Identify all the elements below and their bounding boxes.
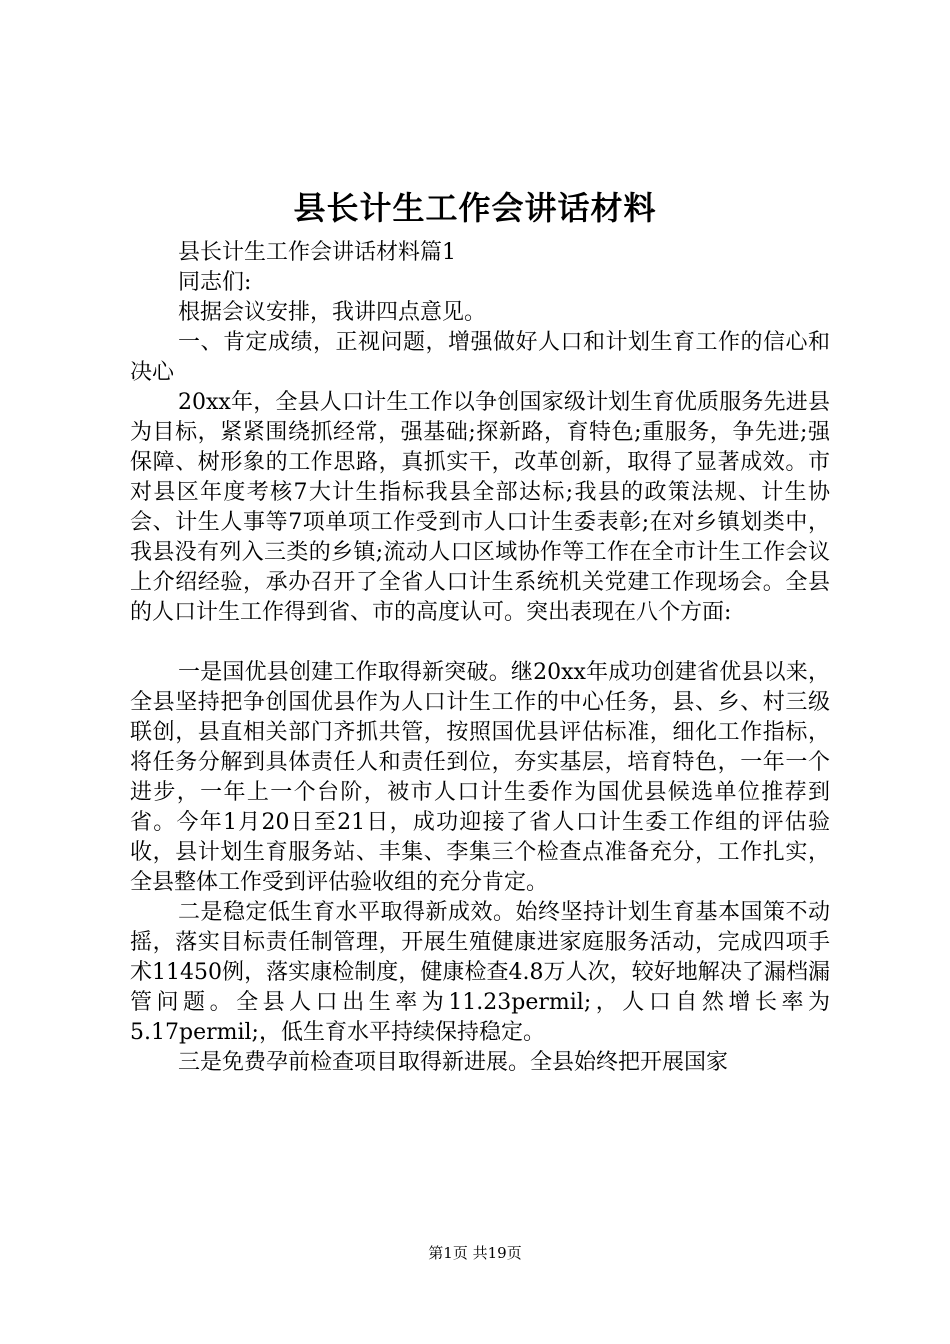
paragraph-salutation: 同志们: — [178, 270, 252, 295]
paragraph-point-3: 三是免费孕前检查项目取得新进展。全县始终把开展国家 — [178, 1050, 729, 1075]
paragraph-intro: 根据会议安排，我讲四点意见。 — [178, 300, 487, 325]
page-footer: 第1页 共19页 — [428, 1244, 522, 1262]
paragraph-spacer — [130, 628, 830, 658]
paragraph-section-1: 一、肯定成绩，正视问题，增强做好人口和计划生育工作的信心和决心 — [130, 330, 830, 385]
document-title: 县长计生工作会讲话材料 — [293, 189, 657, 227]
document-body — [130, 238, 830, 1078]
paragraph-overview: 20xx年，全县人口计生工作以争创国家级计划生育优质服务先进县为目标，紧紧围绕抓经常，强基础;探新路，育特色;重服务，争先进;强保障、树形象的工作思路，真抓实干，改革创新，取得了显著成效。市对县区年度考核7大计生指标我县全部达标;我县的政策法规、计生协会、计生人事等7项单项工作受到市人口计生委表彰;在对乡镇划类中，我县没有列入三类的乡镇;流动人口区域协作等工作在全市计生工作会议上介绍经验，承办召开了全省人口计生系统机关党建工作现场会。全县的人口计生工作得到省、市的高度认可。突出表现在八个方面: — [130, 390, 830, 625]
paragraph-point-1: 一是国优县创建工作取得新突破。继20xx年成功创建省优县以来，全县坚持把争创国优县作为人口计生工作的中心任务，县、乡、村三级联创，县直相关部门齐抓共管，按照国优县评估标准，细化工作指标，将任务分解到具体责任人和责任到位，夯实基层，培育特色，一年一个进步，一年上一个台阶，被市人口计生委作为国优县候选单位推荐到省。今年1月20日至21日，成功迎接了省人口计生委工作组的评估验收，县计划生育服务站、丰集、李集三个检查点准备充分，工作扎实，全县整体工作受到评估验收组的充分肯定。 — [130, 660, 830, 895]
paragraph-point-2: 二是稳定低生育水平取得新成效。始终坚持计划生育基本国策不动摇，落实目标责任制管理，开展生殖健康进家庭服务活动，完成四项手术11450例，落实康检制度，健康检查4.8万人次，较好地解决了漏档漏管问题。全县人口出生率为11.23permil;，人口自然增长率为5.17permil;，低生育水平持续保持稳定。 — [130, 900, 830, 1045]
paragraph-heading-1: 县长计生工作会讲话材料篇1 — [178, 240, 456, 265]
